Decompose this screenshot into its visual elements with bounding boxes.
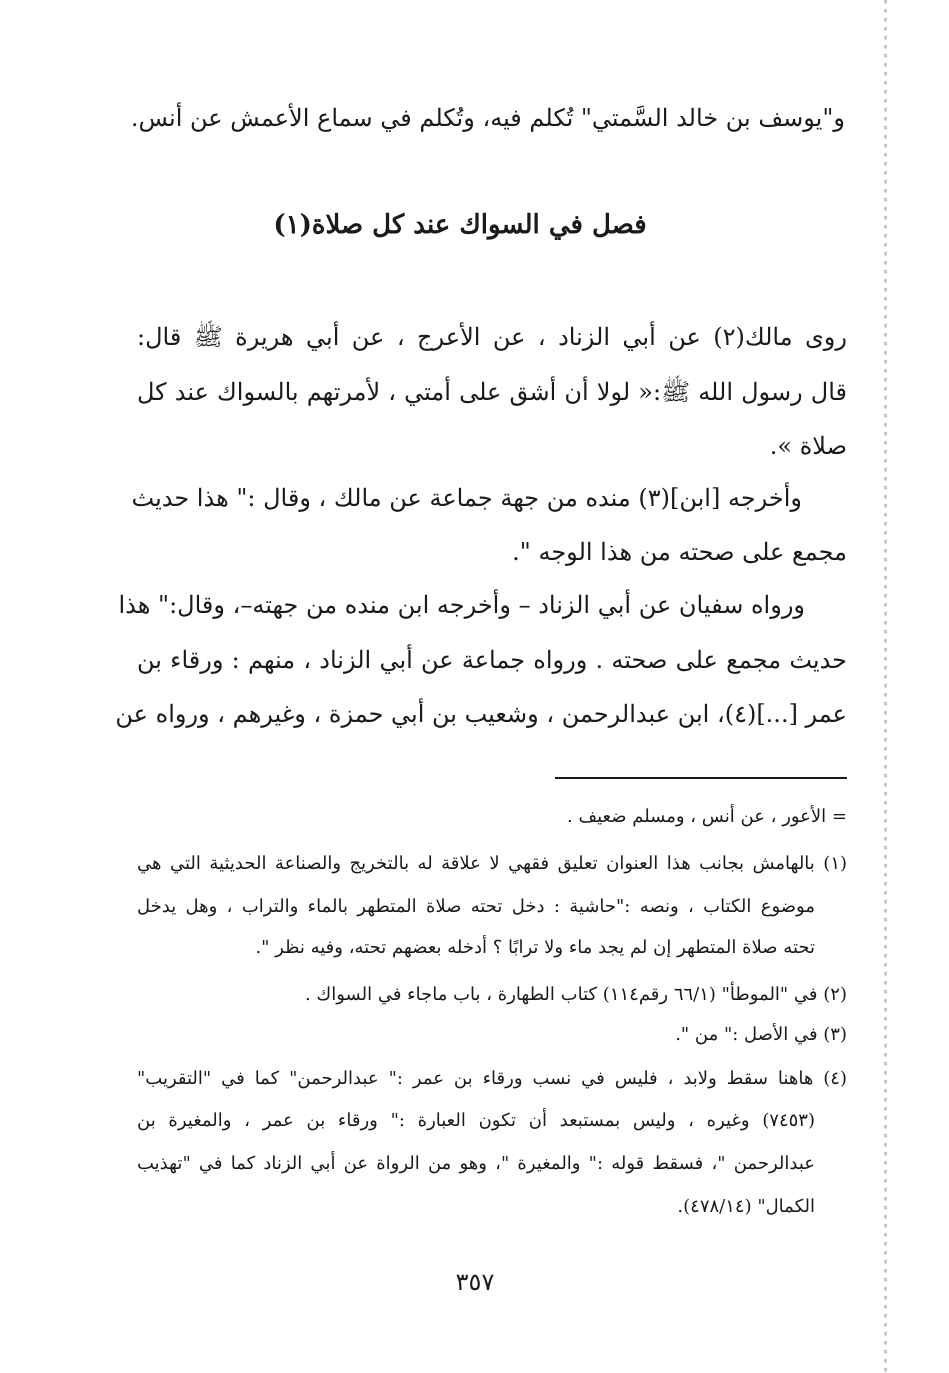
footnote-separator bbox=[555, 777, 847, 779]
body-line: وأخرجه [ابن](٣) منده من جهة جماعة عن مالك ، وقال :" هذا حديث bbox=[131, 484, 802, 512]
page-number: ٣٥٧ bbox=[455, 1268, 495, 1296]
margin-dotted-line bbox=[884, 0, 887, 1373]
body-line: ورواه سفيان عن أبي الزناد – وأخرجه ابن منده من جهته–، وقال:" هذا bbox=[118, 591, 805, 619]
body-line: عمر [...](٤)، ابن عبدالرحمن ، وشعيب بن أبي حمزة ، وغيرهم ، ورواه عن bbox=[115, 700, 847, 728]
footnote-line: تحته صلاة المتطهر إن لم يجد ماء ولا ترابًا ؟ أدخله بعضهم تحته، وفيه نظر ". bbox=[255, 937, 815, 958]
footnote-line: (١) بالهامش بجانب هذا العنوان تعليق فقهي لا علاقة له بالتخريج والصناعة الحديثية التي هي bbox=[137, 853, 848, 874]
intro-line: و"يوسف بن خالد السَّمتي" تُكلم فيه، وتُكلم في سماع الأعمش عن أنس. bbox=[130, 104, 845, 132]
footnote-line: موضوع الكتاب ، ونصه :"حاشية : دخل تحته صلاة المتطهر بالماء والتراب ، وهل يدخل bbox=[137, 896, 815, 917]
section-heading: فصل في السواك عند كل صلاة(١) bbox=[273, 210, 647, 240]
footnote-line: (٢) في "الموطأ" (٦٦/١ رقم١١٤) كتاب الطهارة ، باب ماجاء في السواك . bbox=[304, 984, 847, 1005]
body-line: صلاة ». bbox=[769, 432, 847, 460]
footnote-line: (٣) في الأصل :" من ". bbox=[675, 1024, 847, 1045]
footnote-line: عبدالرحمن "، فسقط قوله :" والمغيرة "، وهو من الرواة عن أبي الزناد كما في "تهذيب bbox=[137, 1153, 815, 1174]
footnote-line: = الأعور ، عن أنس ، ومسلم ضعيف . bbox=[567, 806, 847, 827]
body-line: قال رسول الله ﷺ:« لولا أن أشق على أمتي ، لأمرتهم بالسواك عند كل bbox=[137, 378, 847, 406]
body-line: حديث مجمع على صحته . ورواه جماعة عن أبي الزناد ، منهم : ورقاء بن bbox=[137, 646, 847, 674]
body-line: مجمع على صحته من هذا الوجه ". bbox=[512, 538, 847, 566]
footnote-line: (٤) هاهنا سقط ولابد ، فليس في نسب ورقاء بن عمر :" عبدالرحمن" كما في "التقريب" bbox=[137, 1068, 847, 1089]
body-line: روى مالك(٢) عن أبي الزناد ، عن الأعرج ، عن أبي هريرة ﷺ قال: bbox=[137, 323, 847, 351]
footnote-line: (٧٤٥٣) وغيره ، وليس بمستبعد أن تكون العبارة :" ورقاء بن عمر ، والمغيرة بن bbox=[137, 1110, 815, 1131]
footnote-line: الكمال" (٤٧٨/١٤). bbox=[677, 1196, 815, 1217]
